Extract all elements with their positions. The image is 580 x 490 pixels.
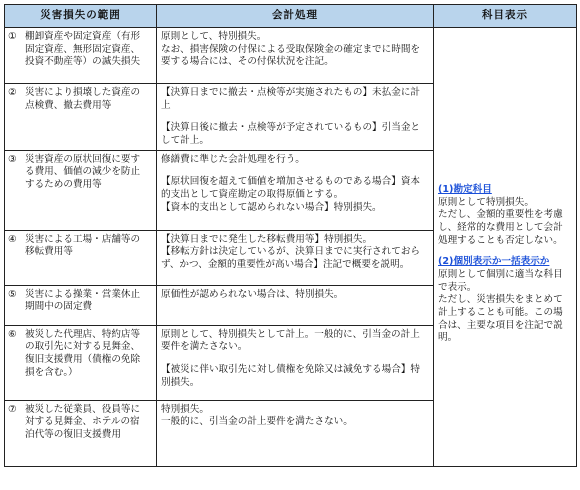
accounting-text: 【原状回復を超えて価値を増加させるものである場合】資本的支出として資産勘定の取得原価とする。 — [161, 176, 421, 200]
display-text: 原則として個別に適当な科目で表示。 — [438, 268, 563, 293]
scope-cell — [5, 28, 157, 84]
scope-text: 災害資産の原状回復に要する費用、価値の減少を防止するための費用等 — [25, 153, 141, 190]
scope-cell — [5, 150, 157, 230]
accounting-cell — [157, 150, 434, 230]
row-number: ⑦ — [8, 403, 17, 415]
accounting-text: 修繕費に準じた会計処理を行う。 — [161, 153, 305, 165]
header-scope: 災害損失の範囲 — [5, 5, 157, 28]
accounting-text: 一般的に、引当金の計上要件を満たさない。 — [161, 416, 353, 428]
display-text: ただし、金額的重要性を考慮し、経常的な費用として会計処理することも否定しない。 — [438, 209, 563, 246]
scope-cell — [5, 325, 157, 400]
row-number: ⑥ — [8, 328, 17, 340]
accounting-cell — [157, 400, 434, 466]
scope-text: 災害による工場・店舗等の移転費用等 — [25, 233, 141, 258]
row-number: ② — [8, 87, 17, 98]
accounting-text: なお、損害保険の付保による受取保険金の確定までに時間を要する場合には、その付保状況を注記。 — [161, 43, 421, 68]
display-heading-presentation: (2)個別表示か一括表示か — [438, 256, 550, 268]
display-text: 原則として特別損失。 — [438, 196, 534, 208]
row-number: ⑤ — [8, 288, 17, 300]
row-number: ④ — [8, 233, 17, 245]
display-heading-account: (1)勘定科目 — [438, 184, 492, 195]
disaster-loss-table — [4, 4, 577, 467]
scope-text: 災害による操業・営業休止期間中の固定費 — [25, 288, 141, 313]
header-row — [5, 5, 577, 28]
header-display: 科目表示 — [434, 5, 577, 28]
accounting-text: 【決算日後に撤去・点検等が予定されているもの】引当金として計上。 — [161, 122, 421, 146]
row-number: ① — [8, 31, 17, 42]
accounting-cell — [157, 28, 434, 84]
row-number: ③ — [8, 153, 17, 165]
table-row — [5, 28, 577, 84]
accounting-cell — [157, 325, 434, 400]
scope-cell — [5, 84, 157, 151]
scope-text: 棚卸資産や固定資産（有形固定資産、無形固定資産、投資不動産等）の滅失損失 — [25, 31, 141, 68]
accounting-text: 原則として、特別損失。 — [161, 31, 267, 42]
accounting-cell — [157, 230, 434, 285]
display-cell — [434, 28, 577, 467]
scope-text: 災害により損壊した資産の点検費、撤去費用等 — [25, 87, 141, 111]
display-text: ただし、災害損失をまとめて計上することも可能。この場合は、主要な項目を注記で説明。 — [438, 294, 563, 344]
scope-cell — [5, 285, 157, 325]
accounting-text: 【決算日までに発生した移転費用等】特別損失。 — [161, 233, 373, 245]
scope-text: 被災した代理店、特約店等の取引先に対する見舞金、復旧支援費用（債権の免除損を含む。） — [25, 328, 141, 378]
scope-text: 被災した従業員、役員等に対する見舞金、ホテルの宿泊代等の復旧支援費用 — [25, 403, 141, 440]
accounting-cell — [157, 285, 434, 325]
accounting-text: 【移転方針は決定しているが、決算日までに実行されておらず、かつ、金額的重要性が高い場合】注記で概要を説明。 — [161, 246, 421, 270]
accounting-text: 【資本的支出として認められない場合】特別損失。 — [161, 201, 382, 213]
accounting-text: 【決算日までに撤去・点検等が実施されたもの】未払金に計上 — [161, 87, 421, 111]
accounting-text: 【被災に伴い取引先に対し債権を免除又は減免する場合】特別損失。 — [161, 363, 421, 388]
scope-cell — [5, 230, 157, 285]
accounting-text: 原則として、特別損失として計上。一般的に、引当金の計上要件を満たさない。 — [161, 328, 420, 353]
accounting-text: 特別損失。 — [161, 403, 209, 415]
header-accounting: 会計処理 — [157, 5, 434, 28]
accounting-cell — [157, 84, 434, 151]
scope-cell — [5, 400, 157, 466]
accounting-text: 原価性が認められない場合は、特別損失。 — [161, 288, 344, 300]
